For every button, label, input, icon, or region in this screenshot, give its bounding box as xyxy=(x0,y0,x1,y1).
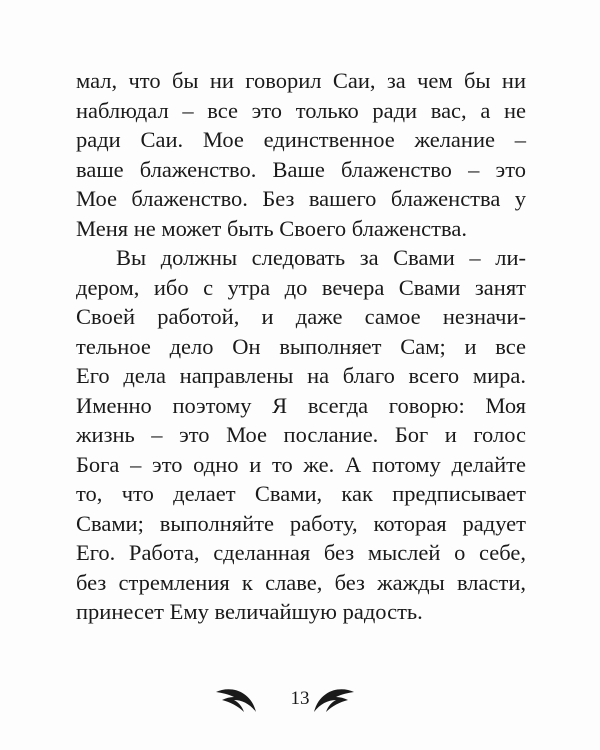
text-line: Мое блаженство. Без вашего блаженства у xyxy=(76,186,526,211)
text-line: Его. Работа, сделанная без мыслей о себе, xyxy=(76,540,526,565)
text-line: наблюдал – все это только ради вас, а не xyxy=(76,97,526,123)
text-line: мал, что бы ни говорил Саи, за чем бы ни xyxy=(76,68,526,93)
page-footer xyxy=(0,680,600,720)
leaf-ornament-icon xyxy=(312,686,356,714)
text-line: Именно поэтому Я всегда говорю: Моя xyxy=(76,392,526,418)
page-number: 13 xyxy=(290,688,310,709)
text-line: тельное дело Он выполняет Сам; и все xyxy=(76,333,526,359)
text-line: дером, ибо с утра до вечера Свами занят xyxy=(76,274,526,300)
text-line: Своей работой, и даже самое незначи- xyxy=(76,304,526,329)
text-line: без стремления к славе, без жажды власти, xyxy=(76,569,526,595)
text-line: Меня не может быть Своего блаженства. xyxy=(76,215,467,241)
text-line: Свами; выполняйте работу, которая радует xyxy=(76,510,526,536)
text-line: ради Саи. Мое единственное желание – xyxy=(76,127,526,152)
text-line: Вы должны следовать за Свами – ли- xyxy=(116,245,526,270)
body-text xyxy=(76,66,526,627)
text-line: жизнь – это Мое послание. Бог и голос xyxy=(76,422,526,447)
text-line: ваше блаженство. Ваше блаженство – это xyxy=(76,156,526,182)
text-line: то, что делает Свами, как предписывает xyxy=(76,481,526,506)
text-line: принесет Ему величайшую радость. xyxy=(76,599,423,624)
text-line: Бога – это одно и то же. А потому делайте xyxy=(76,451,526,477)
text-line: Его дела направлены на благо всего мира. xyxy=(76,363,526,388)
